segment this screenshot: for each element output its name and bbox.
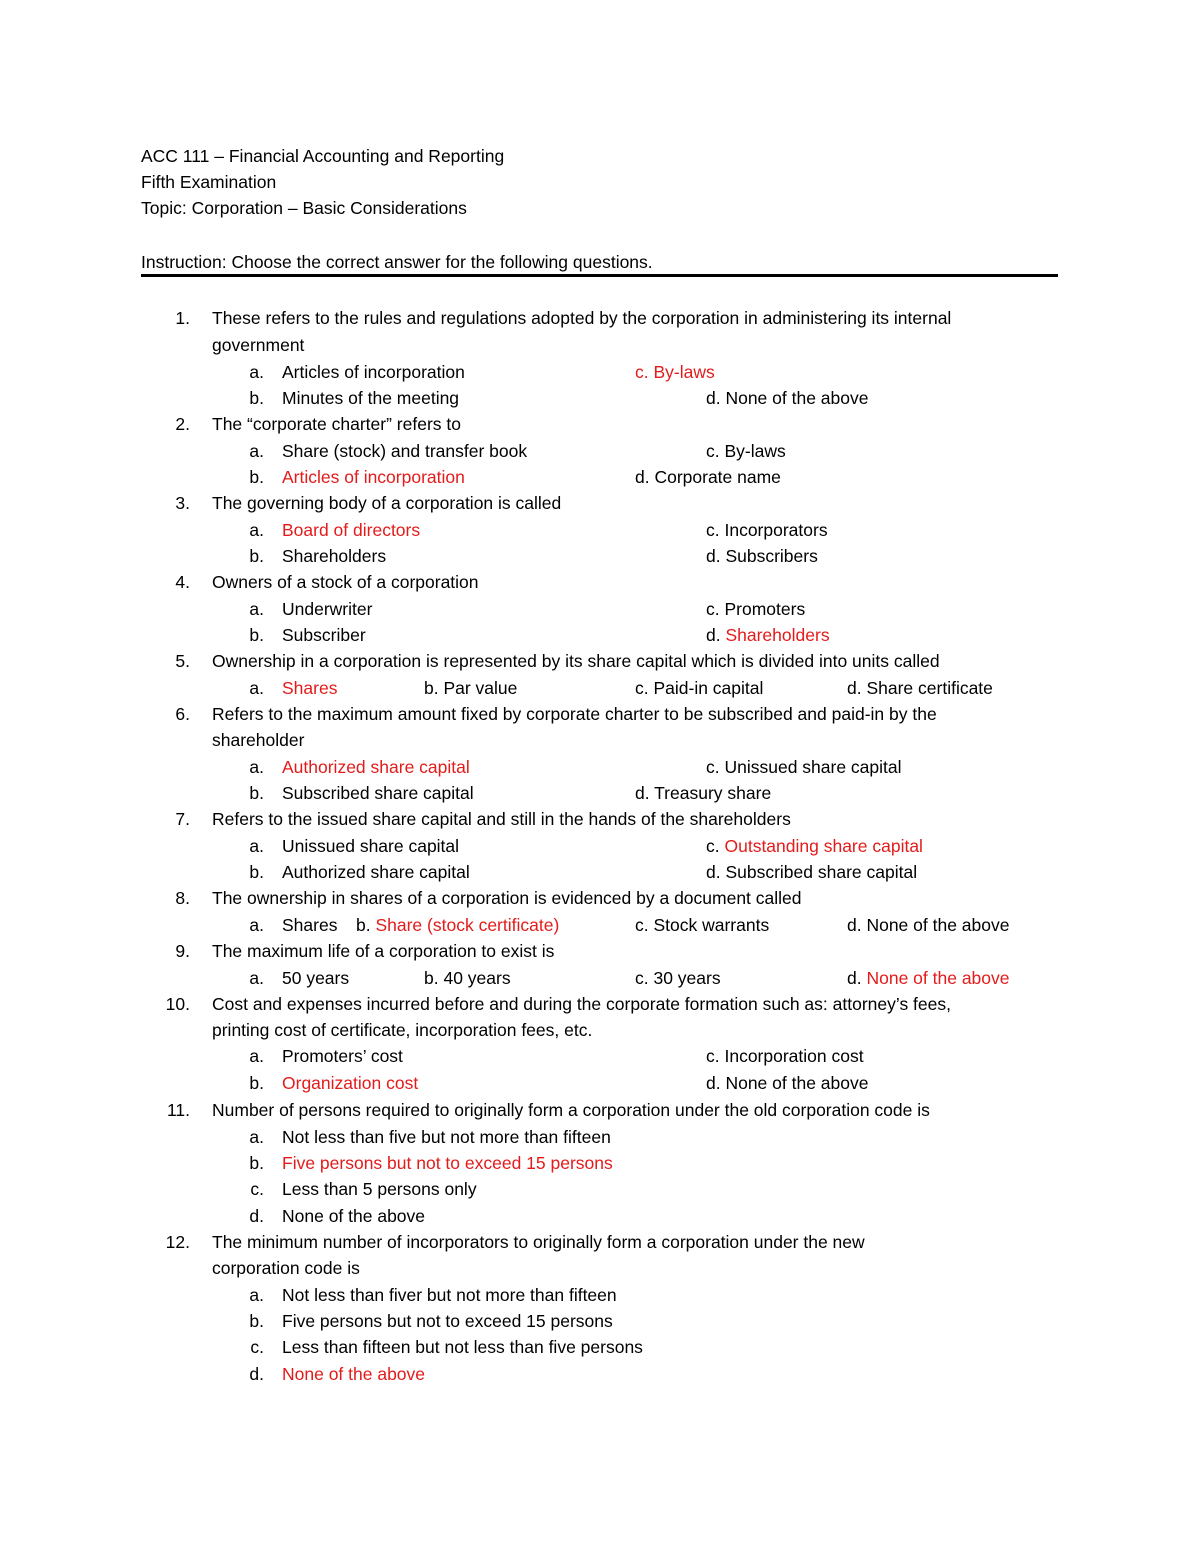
question-number: 12.	[165, 1232, 190, 1252]
option-a: Articles of incorporation	[282, 362, 465, 382]
option-b: b. Par value	[424, 678, 518, 698]
option-letter: c.	[250, 1337, 264, 1357]
option-c: c. 30 years	[635, 968, 721, 988]
option-b-answer: Organization cost	[282, 1073, 419, 1093]
option-a-answer: Authorized share capital	[282, 757, 470, 777]
option-prefix: d.	[847, 968, 867, 988]
option-letter: a.	[249, 441, 264, 461]
option-letter: b.	[249, 1073, 264, 1093]
option-a: Not less than five but not more than fifteen	[282, 1127, 611, 1147]
course-title: ACC 111 – Financial Accounting and Reporting	[141, 146, 505, 166]
question-text-cont: printing cost of certificate, incorporation fees, etc.	[212, 1020, 593, 1040]
option-a: 50 years	[282, 968, 350, 988]
question-number: 6.	[175, 704, 190, 724]
question-text: Refers to the issued share capital and still in the hands of the shareholders	[212, 809, 791, 829]
option-c	[706, 833, 923, 859]
exam-title: Fifth Examination	[141, 172, 277, 192]
option-letter: c.	[250, 1179, 264, 1199]
option-a: Share (stock) and transfer book	[282, 441, 528, 461]
option-a: Underwriter	[282, 599, 373, 619]
option-a: Unissued share capital	[282, 836, 460, 856]
option-b: b. 40 years	[424, 968, 511, 988]
option-d: d. None of the above	[847, 915, 1010, 935]
question-text: The “corporate charter” refers to	[212, 414, 461, 434]
question-number: 2.	[175, 414, 190, 434]
option-d-answer: None of the above	[282, 1364, 426, 1384]
option-letter: a.	[249, 599, 264, 619]
option-b: Minutes of the meeting	[282, 388, 460, 408]
option-b: Subscribed share capital	[282, 783, 474, 803]
option-letter: d.	[249, 1206, 264, 1226]
option-c-answer: c. By-laws	[635, 362, 715, 382]
question-text: Number of persons required to originally form a corporation under the old corporation code is	[212, 1100, 930, 1120]
option-c: Less than 5 persons only	[282, 1179, 477, 1199]
option-c: c. Incorporators	[706, 520, 828, 540]
question-number: 3.	[175, 493, 190, 513]
question-text: These refers to the rules and regulations adopted by the corporation in administering its internal	[212, 308, 952, 328]
option-prefix: b.	[356, 915, 376, 935]
option-c: c. Stock warrants	[635, 915, 770, 935]
option-letter: b.	[249, 862, 264, 882]
question-number: 10.	[165, 994, 190, 1014]
question-text: Cost and expenses incurred before and during the corporate formation such as: attorney’s fees,	[212, 994, 951, 1014]
option-b: Authorized share capital	[282, 862, 470, 882]
question-text-cont: government	[212, 335, 305, 355]
option-c: c. Unissued share capital	[706, 757, 902, 777]
option-c: c. Paid-in capital	[635, 678, 764, 698]
option-d: d. Corporate name	[635, 467, 781, 487]
option-letter: b.	[249, 388, 264, 408]
option-d: d. Subscribed share capital	[706, 862, 918, 882]
option-c: c. By-laws	[706, 441, 786, 461]
option-letter: b.	[249, 467, 264, 487]
option-prefix: d.	[706, 625, 726, 645]
option-b-answer: Share (stock certificate)	[375, 915, 560, 935]
option-a: Not less than fiver but not more than fifteen	[282, 1285, 617, 1305]
option-b	[356, 912, 559, 938]
option-d: d. Subscribers	[706, 546, 818, 566]
question-number: 11.	[166, 1100, 190, 1120]
option-a: Promoters’ cost	[282, 1046, 403, 1066]
question-number: 7.	[175, 809, 190, 829]
instruction-text: Instruction: Choose the correct answer for the following questions.	[141, 252, 653, 272]
topic-title: Topic: Corporation – Basic Considerations	[141, 198, 467, 218]
question-number: 5.	[175, 651, 190, 671]
option-letter: a.	[249, 1046, 264, 1066]
question-number: 8.	[175, 888, 190, 908]
option-letter: b.	[249, 546, 264, 566]
option-letter: a.	[249, 362, 264, 382]
option-d	[706, 622, 830, 648]
option-letter: b.	[249, 1153, 264, 1173]
option-letter: b.	[249, 1311, 264, 1331]
header-divider	[141, 274, 1058, 277]
question-text-cont: shareholder	[212, 730, 305, 750]
option-letter: a.	[249, 915, 264, 935]
option-a-answer: Board of directors	[282, 520, 421, 540]
option-letter: a.	[249, 757, 264, 777]
option-d: d. Treasury share	[635, 783, 772, 803]
option-letter: a.	[249, 836, 264, 856]
option-c: c. Incorporation cost	[706, 1046, 864, 1066]
question-text: The minimum number of incorporators to originally form a corporation under the new	[212, 1232, 865, 1252]
option-letter: a.	[249, 1285, 264, 1305]
option-b: Shareholders	[282, 546, 387, 566]
question-number: 1.	[175, 308, 190, 328]
question-text: The maximum life of a corporation to exist is	[212, 941, 555, 961]
question-text: Owners of a stock of a corporation	[212, 572, 479, 592]
option-a-answer: Shares	[282, 678, 338, 698]
question-text-cont: corporation code is	[212, 1258, 360, 1278]
option-letter: a.	[249, 678, 264, 698]
question-number: 4.	[175, 572, 190, 592]
question-text: The ownership in shares of a corporation is evidenced by a document called	[212, 888, 802, 908]
option-d-answer: None of the above	[866, 968, 1010, 988]
question-text: The governing body of a corporation is called	[212, 493, 562, 513]
option-d: d. None of the above	[706, 1073, 869, 1093]
option-letter: b.	[249, 625, 264, 645]
option-letter: a.	[249, 968, 264, 988]
option-b: Five persons but not to exceed 15 persons	[282, 1311, 613, 1331]
option-d: d. Share certificate	[847, 678, 993, 698]
option-c: c. Promoters	[706, 599, 806, 619]
option-b-answer: Five persons but not to exceed 15 persons	[282, 1153, 613, 1173]
option-c-answer: Outstanding share capital	[724, 836, 923, 856]
option-d-answer: Shareholders	[725, 625, 830, 645]
question-text: Refers to the maximum amount fixed by corporate charter to be subscribed and paid-in by the	[212, 704, 937, 724]
question-text: Ownership in a corporation is represented by its share capital which is divided into units called	[212, 651, 940, 671]
option-b: Subscriber	[282, 625, 366, 645]
option-d	[847, 965, 1010, 991]
option-letter: a.	[249, 1127, 264, 1147]
option-letter: b.	[249, 783, 264, 803]
option-b-answer: Articles of incorporation	[282, 467, 465, 487]
option-letter: a.	[249, 520, 264, 540]
option-letter: d.	[249, 1364, 264, 1384]
option-prefix: c.	[706, 836, 725, 856]
option-a: Shares	[282, 915, 338, 935]
question-number: 9.	[175, 941, 190, 961]
option-c: Less than fifteen but not less than five persons	[282, 1337, 643, 1357]
option-d: d. None of the above	[706, 388, 869, 408]
option-d: None of the above	[282, 1206, 426, 1226]
